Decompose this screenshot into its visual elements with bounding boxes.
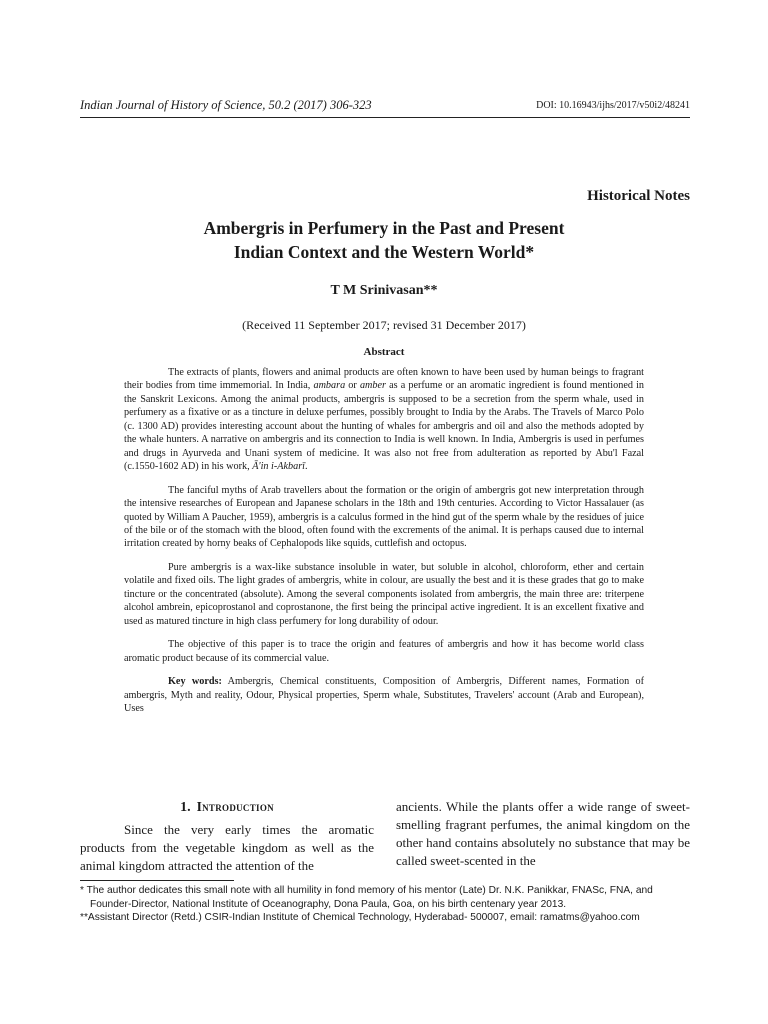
section-number: 1. [180, 800, 191, 815]
intro-right-text: ancients. While the plants offer a wide range of sweet-smelling fragrant perfumes, the animal kingdom on the other hand contains absolutely no substance that may be called sweet-scented in the [396, 799, 690, 868]
keywords-label: Key words: [168, 676, 222, 688]
term-amber: amber [359, 380, 386, 392]
left-column [80, 798, 374, 875]
right-column [396, 798, 690, 870]
footnote-rule [80, 880, 234, 881]
abstract-body [124, 366, 644, 725]
term-ambara: ambara [313, 380, 346, 392]
intro-left-text: Since the very early times the aromatic products from the vegetable kingdom as well as the animal kingdom attracted the attention of the [80, 822, 374, 873]
abstract-paragraph-4: The objective of this paper is to trace the origin and features of ambergris and how it has become world class aromatic product because of its commercial value. [124, 639, 644, 664]
keywords [124, 675, 644, 715]
keywords-list: Ambergris, Chemical constituents, Composition of Ambergris, Different names, Formation of ambergris, Myth and reality, Odour, Physical properties, Sperm whale, Substitutes, Travelers' account (Arab and European), Uses [124, 676, 644, 714]
received-dates: (Received 11 September 2017; revised 31 December 2017) [242, 318, 526, 332]
abstract-heading: Abstract [363, 346, 405, 358]
abstract-paragraph-3: Pure ambergris is a wax-like substance insoluble in water, but soluble in alcohol, chloroform, ether and certain volatile and fixed oils. The light grades of ambergris, white in colour, are usually the best and it is these grades that go to make tincture or the concentrated (absolute). Among the several components isolated from ambergris, the main three are: triterpene alcohol ambrein, epicoprostanol and coprostanone, the first being the principal active ingredient. It is an excellent fixative and used as matured tincture in high class perfumery for long durability of odour. [124, 561, 644, 627]
work-title: Ā'in i-Akbarī [252, 461, 306, 473]
paper-title [80, 216, 688, 264]
header-rule [80, 117, 690, 118]
section-title: Introduction [196, 799, 274, 814]
introduction-heading [80, 798, 374, 817]
title-line-2: Indian Context and the Western World* [233, 242, 535, 262]
section-label: Historical Notes [587, 188, 690, 204]
footnote-2: **Assistant Director (Retd.) CSIR-Indian Institute of Chemical Technology, Hyderabad- 500007, email: ramatms@yahoo.com [80, 912, 640, 923]
author-name: T M Srinivasan** [330, 283, 438, 298]
title-line-1: Ambergris in Perfumery in the Past and Present [203, 218, 565, 238]
journal-citation: Indian Journal of History of Science, 50.2 (2017) 306-323 [80, 98, 372, 112]
abstract-paragraph-2: The fanciful myths of Arab travellers about the formation or the origin of ambergris got new interpretation through the intensive researches of European and Japanese scholars in the 18th and 19th centuries. According to Victor Hassalauer (as quoted by William A Paucher, 1959), ambergris is a calculus formed in the hind gut of the sperm whale by the residues of juice of the bile or of the stomach with the blood, often found with the excrements of the animal. It is perhaps caused due to internal irritation created by horny beaks of Cephalopods like squids, cuttlefish and octopus. [124, 484, 644, 550]
footnote-1: * The author dedicates this small note with all humility in fond memory of his mentor (Late) Dr. N.K. Panikkar, FNASc, FNA, and Founder-Director, National Institute of Oceanography, Dona Paula, Goa, on his birth centenary year 2013. [80, 885, 653, 910]
abstract-paragraph-1: The extracts of plants, flowers and animal products are often known to have been used by human beings to fragrant their bodies from time immemorial. In India, ambara or amber as a perfume or an aromatic ingredient is found mentioned in the Sanskrit Lexicons. Among the animal products, ambergris is supposed to be a secretion from the sperm whale, used in perfumery as a fixative or as a tincture in deluxe perfumes, possibly brought to India by the Arabs. The Travels of Marco Polo (c. 1300 AD) provides interesting account about the hunting of whales for ambergris and oil and also the methods adopted by the whale hunters. A narrative on ambergris and its connection to India is well known. In India, Ambergris is used in perfumes and drugs in Ayurveda and Unani system of medicine. It was also not free from adulteration as reported by Abu'l Fazal (c.1550-1602 AD) in his work, Ā'in i-Akbarī. [124, 367, 645, 473]
doi-label: DOI: 10.16943/ijhs/2017/v50i2/48241 [536, 100, 690, 111]
footnotes [80, 884, 692, 925]
